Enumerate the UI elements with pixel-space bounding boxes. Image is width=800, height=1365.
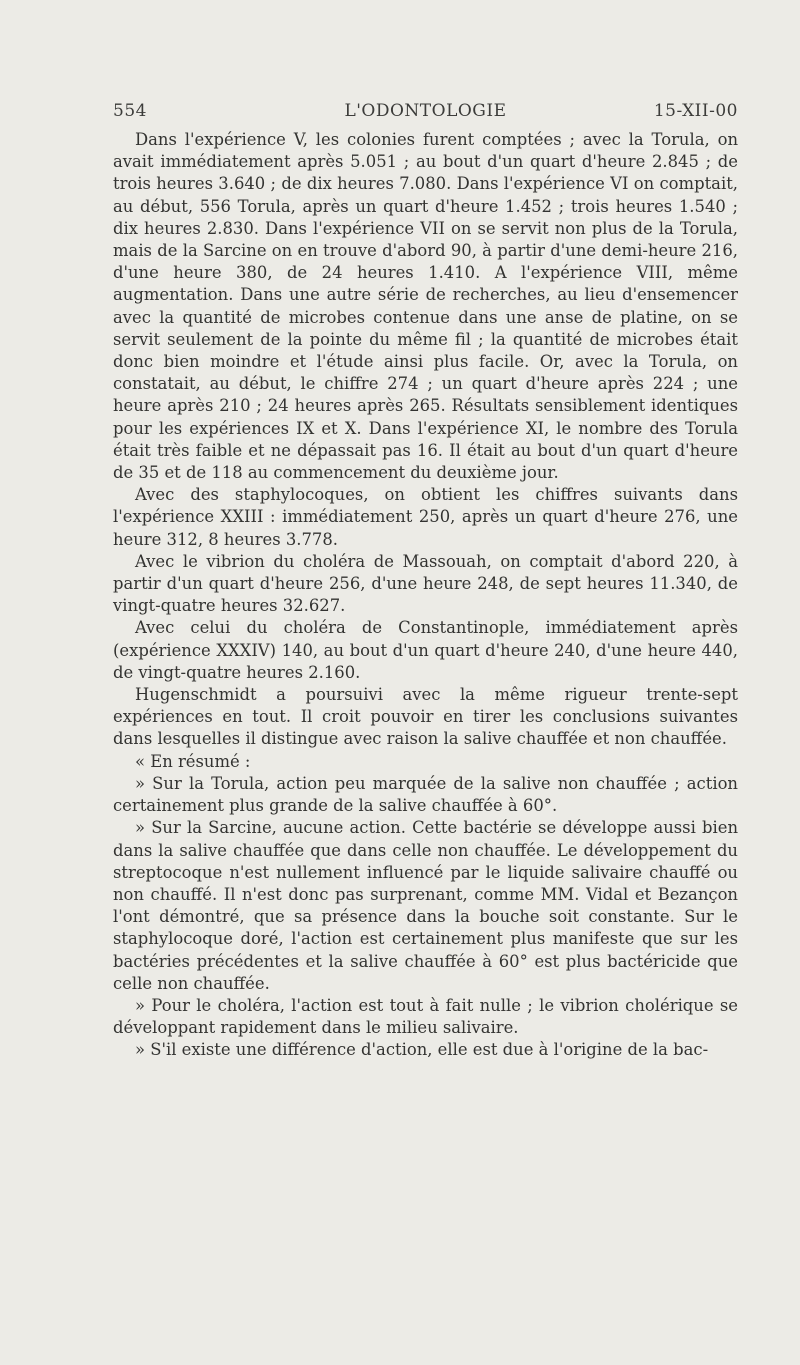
journal-title: L'ODONTOLOGIE <box>344 101 507 121</box>
paragraph-cholera-massouah: Avec le vibrion du choléra de Massouah, on comptait d'abord 220, à partir d'un quart d'heure 256, d'une heure 248, de sept heures 11.340, de vingt-quatre heures 32.627. <box>113 551 738 616</box>
paragraph-cholera: » Pour le choléra, l'action est tout à fait nulle ; le vibrion cholérique se développant rapidement dans le milieu salivaire. <box>113 995 738 1038</box>
paragraph-hugenschmidt: Hugenschmidt a poursuivi avec la même rigueur trente-sept expériences en tout. Il croit pouvoir en tirer les conclusions suivantes dans lesquelles il distingue avec raison la salive chauffée et non chauffée. <box>113 685 738 749</box>
paragraph-difference: » S'il existe une différence d'action, elle est due à l'origine de la bac- <box>135 1040 709 1060</box>
paragraph-summary-heading: « En résumé : <box>135 751 251 771</box>
running-header <box>113 97 738 127</box>
paragraph-torula: » Sur la Torula, action peu marquée de la salive non chauffée ; action certainement plus grande de la salive chauffée à 60°. <box>113 773 738 816</box>
paragraph-staphylococci: Avec des staphylocoques, on obtient les chiffres suivants dans l'expérience XXIII : immédiatement 250, après un quart d'heure 276, une heure 312, 8 heures 3.778. <box>113 485 738 549</box>
paragraph-cholera-constantinople: Avec celui du choléra de Constantinople, immédiatement après (expérience XXXIV) 140, au bout d'un quart d'heure 240, d'une heure 440, de vingt-quatre heures 2.160. <box>113 618 738 682</box>
body-text <box>113 129 738 1062</box>
paragraph-experiments: Dans l'expérience V, les colonies furent comptées ; avec la Torula, on avait immédiatement après 5.051 ; au bout d'un quart d'heure 2.845 ; de trois heures 3.640 ; de dix heures 7.080. Dans l'expérience VI on comptait, au début, 556 Torula, après un quart d'heure 1.452 ; trois heures 1.540 ; dix heures 2.830. Dans l'expérience VII on se servit non plus de la Torula, mais de la Sarcine on en trouve d'abord 90, à partir d'une demi-heure 216, d'une heure 380, de 24 heures 1.410. A l'expérience VIII, même augmentation. Dans une autre série de recherches, au lieu d'ensemencer avec la quantité de microbes contenue dans une anse de platine, on se servit seulement de la pointe du même fil ; la quantité de microbes était donc bien moindre et l'étude ainsi plus facile. Or, avec la Torula, on constatait, au début, le chiffre 274 ; un quart d'heure après 224 ; une heure après 210 ; 24 heures après 265. Résultats sensiblement identiques pour les expériences IX et X. Dans l'expérience XI, le nombre des Torula était très faible et ne dépassait pas 16. Il était au bout d'un quart d'heure de 35 et de 118 au commencement du deuxième jour. <box>113 130 738 483</box>
paragraph-sarcine: » Sur la Sarcine, aucune action. Cette bactérie se développe aussi bien dans la salive chauffée que dans celle non chauffée. Le développement du streptocoque n'est nullement influencé par le liquide salivaire chauffé ou non chauffé. Il n'est donc pas surprenant, comme MM. Vidal et Bezançon l'ont démontré, que sa présence dans la bouche soit constante. Sur le staphylocoque doré, l'action est certainement plus manifeste que sur les bactéries précédentes et la salive chauffée à 60° est plus bactéricide que celle non chauffée. <box>113 818 738 993</box>
page-number: 554 <box>113 101 147 121</box>
issue-date: 15-XII-00 <box>653 101 738 121</box>
